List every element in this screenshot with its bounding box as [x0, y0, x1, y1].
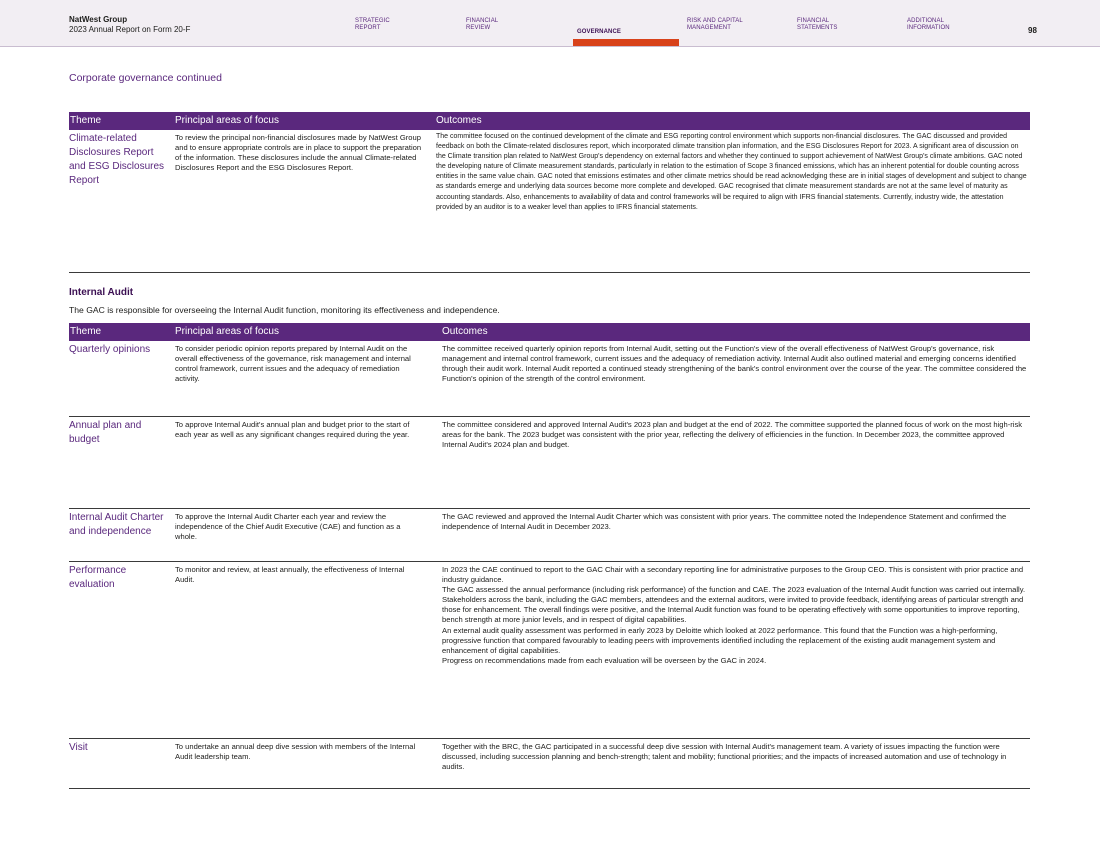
- row-outcomes: The committee focused on the continued development of the climate and ESG reporting control environment which supports non-financial disclosures. The GAC discussed and provided feedback on both the Climate-related disclosures report, which incorporated climate transition plan information, and the ESG Disclosures Report for 2023. A significant area of discussion on the Climate transition plan related to NatWest Group's dependency on external factors and whether they continued to support achievement of NatWest Group's climate ambitions. GAC noted the developing nature of Climate measurement standards, particularly in relation to the estimation of Scope 3 financed emissions, which has an inherent potential for double counting across entities in the same value chain. GAC noted that emissions estimates and other climate metrics should be read acknowledging these are in initial stages of development and subject to change as standards emerge and underlying data sources become more complete and developed. GAC recognised that climate measurement standards are not at the same level of maturity as accounting standards. Also, enhancements to availability of data and control frameworks will be required to align with IFRS financial statements. Currently, industry wide, the attestation provided by an auditor is to a weaker level than applies to IFRS financial statements.: [436, 133, 1027, 211]
- nav-financial-review[interactable]: FINANCIAL REVIEW: [466, 18, 499, 31]
- outcome-paragraph: The GAC assessed the annual performance (including risk performance) of the function and CAE. The 2023 evaluation of the Internal Audit function was carried out internally. Stakeholders across the bank, including the GAC members, attendees and the external auditors, were invited to provide feedback, identifying areas of particular strength and those for enhancement. The overall findings were positive, and the Internal Audit function was found to be operating effectively with some opportunities to improve reporting, bench strength at more junior levels, and in respect of digital capabilities.: [442, 585, 1026, 625]
- row-focus: To review the principal non-financial disclosures made by NatWest Group and to ensure appropriate controls are in place to support the preparation of the information. These disclosures include the annual Climate-related Disclosures Report and the ESG Disclosures Report.: [175, 133, 422, 173]
- row-theme: Annual plan and budget: [69, 420, 142, 445]
- row-focus: To approve the Internal Audit Charter each year and review the independence of the Chief Audit Executive (CAE) and function as a whole.: [175, 512, 401, 542]
- row-outcomes: [442, 742, 1027, 772]
- report-subtitle: 2023 Annual Report on Form 20-F: [69, 25, 191, 34]
- table-header: [69, 112, 1030, 130]
- row-outcomes: [442, 344, 1027, 384]
- row-theme: Performance evaluation: [69, 565, 127, 590]
- row-theme: Quarterly opinions: [69, 344, 151, 355]
- active-nav-indicator: [573, 39, 679, 46]
- internal-audit-table: [69, 323, 1030, 789]
- table-row: [69, 562, 1030, 739]
- row-theme: Visit: [69, 742, 88, 753]
- outcome-paragraph: Together with the BRC, the GAC participated in a successful deep dive session with Internal Audit's management team. A variety of issues impacting the function were discussed, including succession planning and bench-strength; talent and mobility; functional priorities; and the impacts of increased automation and use of technology in audits.: [442, 742, 1007, 772]
- col-focus: Principal areas of focus: [175, 326, 279, 337]
- outcome-paragraph: Progress on recommendations made from each evaluation will be overseen by the GAC in 2024.: [442, 655, 767, 665]
- row-theme: Climate-related Disclosures Report and ESG Disclosures Report: [69, 133, 165, 186]
- climate-disclosures-table: [69, 112, 1030, 273]
- table-row: [69, 341, 1030, 417]
- brand-name: NatWest Group: [69, 15, 128, 24]
- nav-governance[interactable]: GOVERNANCE: [577, 29, 622, 35]
- header-divider: [0, 46, 1100, 47]
- page-header: [0, 0, 1100, 46]
- row-focus: To undertake an annual deep dive session with members of the Internal Audit leadership team.: [175, 742, 416, 762]
- row-theme: Internal Audit Charter and independence: [69, 512, 164, 537]
- row-outcomes: [442, 420, 1027, 450]
- row-focus: To approve Internal Audit's annual plan and budget prior to the start of each year as well as any significant changes required during the year.: [175, 420, 410, 440]
- row-outcomes: [442, 512, 1027, 532]
- col-theme: Theme: [70, 115, 102, 126]
- outcome-paragraph: The committee received quarterly opinion reports from Internal Audit, setting out the Function's view of the overall effectiveness of NatWest Group's governance, risk management and internal control framework, current issues and the adequacy of remediation activity. Internal Audit also outlined material and emerging concerns identified through their audit work. Internal Audit reported a continued steady strengthening of the bank's control environment over the course of the year. The committee considered the Function's opinion of the strength of the control environment.: [442, 344, 1027, 384]
- outcome-paragraph: The GAC reviewed and approved the Internal Audit Charter which was consistent with prior years. The committee noted the Independence Statement and confirmed the independence of Internal Audit in December 2023.: [442, 512, 1007, 532]
- table-row: [69, 130, 1030, 273]
- internal-audit-intro: The GAC is responsible for overseeing the Internal Audit function, monitoring its effectiveness and independence.: [69, 305, 500, 315]
- col-outcomes: Outcomes: [442, 326, 488, 337]
- nav-risk-capital-management[interactable]: RISK AND CAPITAL MANAGEMENT: [687, 18, 743, 31]
- brand-block: [69, 15, 190, 35]
- outcome-paragraph: In 2023 the CAE continued to report to the GAC Chair with a secondary reporting line for administrative purposes to the Group CEO. This is consistent with prior practice and industry guidance.: [442, 565, 1024, 585]
- table-row: [69, 739, 1030, 789]
- row-focus: To consider periodic opinion reports prepared by Internal Audit on the overall effectiveness of the governance, risk management and internal control framework, current issues and the adequacy of remediation activity.: [175, 344, 411, 384]
- page-number: 98: [1028, 26, 1037, 35]
- table-header: [69, 323, 1030, 341]
- table-row: [69, 417, 1030, 509]
- table-row: [69, 509, 1030, 562]
- col-theme: Theme: [70, 326, 102, 337]
- row-focus: To monitor and review, at least annually, the effectiveness of Internal Audit.: [175, 565, 405, 585]
- nav-financial-statements[interactable]: FINANCIAL STATEMENTS: [797, 18, 838, 31]
- col-outcomes: Outcomes: [436, 115, 482, 126]
- section-title: Corporate governance continued: [69, 72, 222, 84]
- outcome-paragraph: An external audit quality assessment was performed in early 2023 by Deloitte which looked at 2022 performance. This found that the Function was a high-performing, progressive function that compared favourably to leading peers with improvements identified including the replacement of the existing audit management system and enhancement of digital capabilities.: [442, 625, 998, 655]
- outcome-paragraph: The committee considered and approved Internal Audit's 2023 plan and budget at the end of 2022. The committee supported the planned focus of work on the most high-risk areas for the bank. The 2023 budget was consistent with the prior year, reflecting the delivery of efficiencies in the function. In December 2023, the committee approved Internal Audit's 2024 plan and budget.: [442, 420, 1023, 450]
- col-focus: Principal areas of focus: [175, 115, 279, 126]
- row-outcomes: [442, 565, 1027, 666]
- nav-strategic-report[interactable]: STRATEGIC REPORT: [355, 18, 390, 31]
- internal-audit-heading: Internal Audit: [69, 287, 134, 298]
- nav-additional-information[interactable]: ADDITIONAL INFORMATION: [907, 18, 950, 31]
